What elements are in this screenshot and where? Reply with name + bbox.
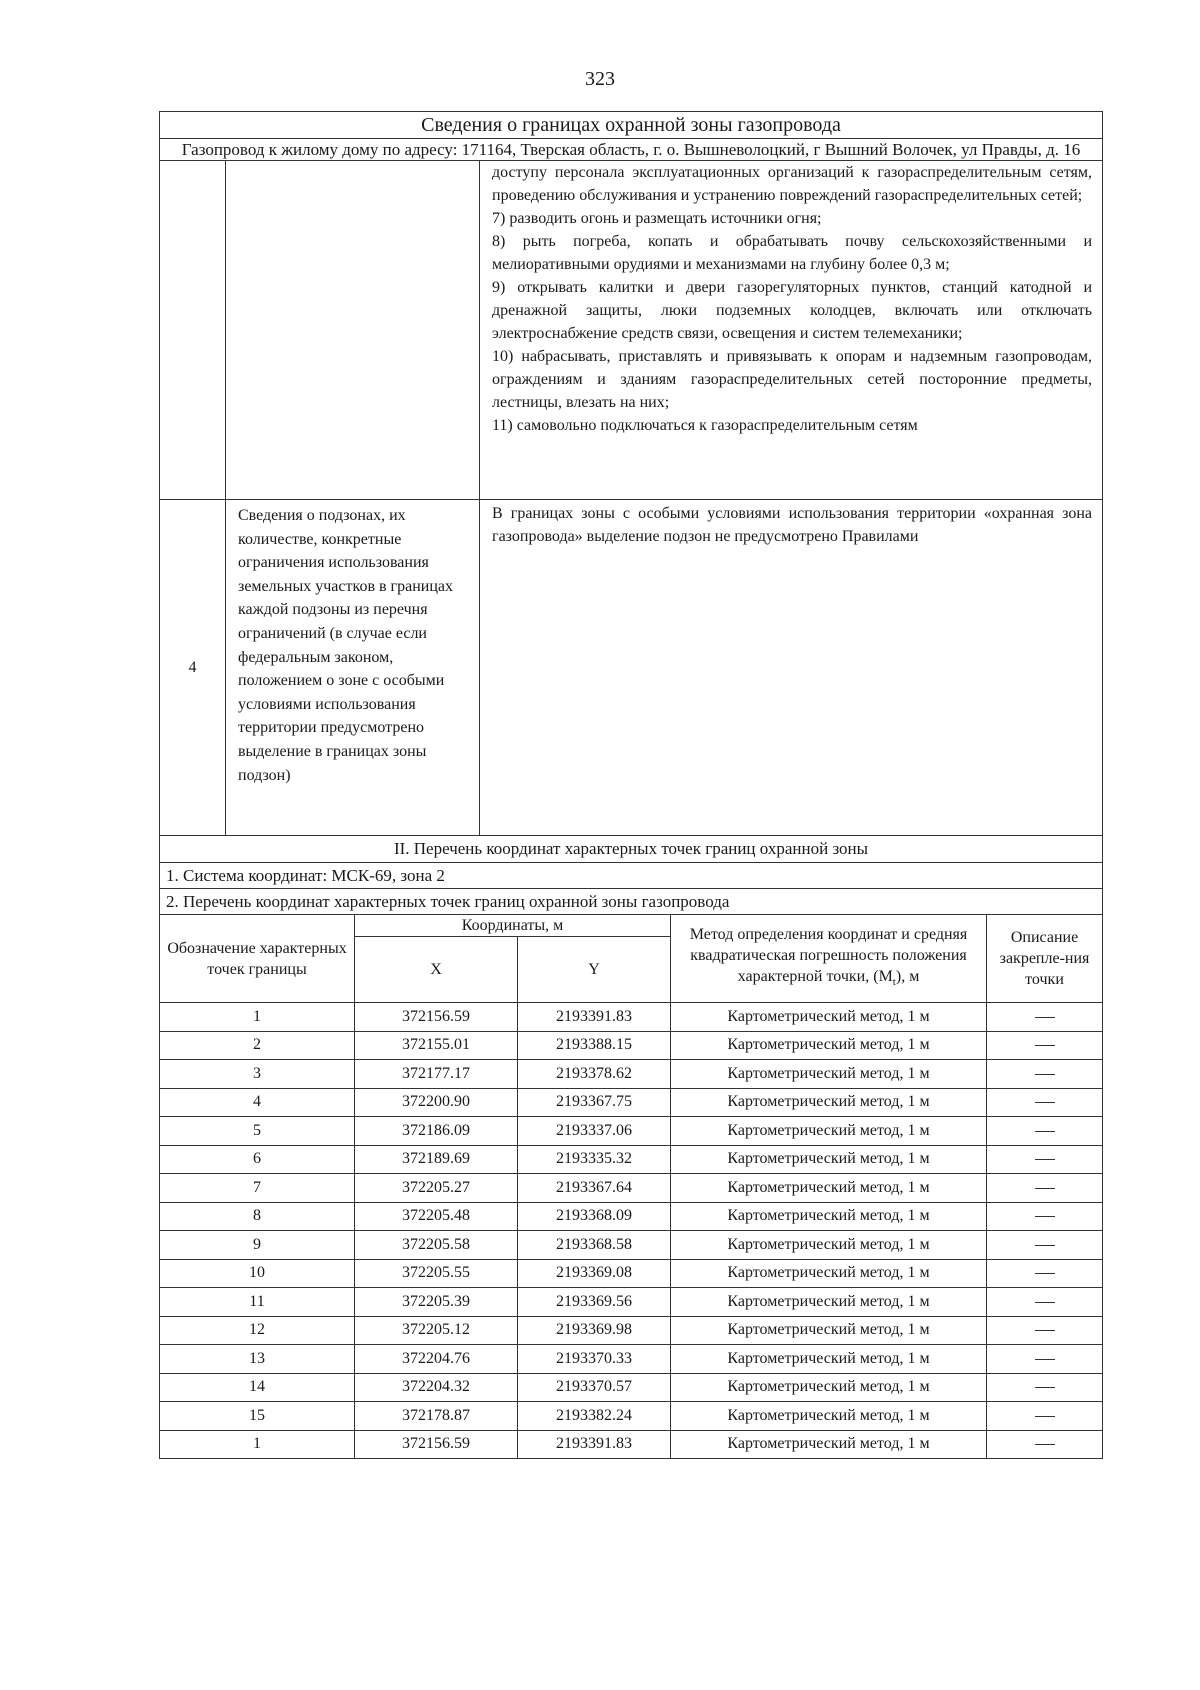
row-4-name: Сведения о подзонах, их количестве, конкретные ограничения использования земельных участков в границах каждой подзоны из перечня ограничений (в случае если федеральным законом, положением о зоне с особыми условиями использования территории предусмотрено выделение в границах зоны подзон) [226,500,480,836]
method-cell: Картометрический метод, 1 м [671,1202,987,1231]
row-4-value: В границах зоны с особыми условиями использования территории «охранная зона газопровода» выделение подзон не предусмотрено Правилами [480,500,1103,836]
header-description: Описание закрепле-ния точки [987,915,1103,1003]
method-cell: Картометрический метод, 1 м [671,1231,987,1260]
table-row [160,1088,1103,1117]
dash-mark [1035,1074,1055,1075]
method-cell: Картометрический метод, 1 м [671,1060,987,1089]
header-method-text: Метод определения координат и средняя квадратическая погрешность положения характерной точки, (M [689,925,968,985]
coord-system-row [160,863,1103,889]
method-cell: Картометрический метод, 1 м [671,1430,987,1459]
description-cell [987,1402,1103,1431]
section-2-title: II. Перечень координат характерных точек границ охранной зоны [160,836,1103,863]
header-method-subscript: t [892,976,896,989]
y-cell: 2193391.83 [518,1430,671,1459]
dash-mark [1035,1245,1055,1246]
restriction-line: 11) самовольно подключаться к газораспределительным сетям [492,417,918,434]
table-row [160,1174,1103,1203]
restriction-line: 10) набрасывать, приставлять и привязывать к опорам и надземным газопроводам, ограждениям и зданиям газораспределительных сетей посторонние предметы, лестницы, влезать на них; [492,348,1093,411]
x-cell: 372156.59 [355,1003,518,1032]
y-cell: 2193335.32 [518,1145,671,1174]
dash-mark [1035,1416,1055,1417]
x-cell: 372155.01 [355,1031,518,1060]
row-4-number: 4 [160,500,226,836]
point-cell: 10 [160,1259,355,1288]
point-cell: 9 [160,1231,355,1260]
header-coordinates: Координаты, м [355,915,671,937]
table-row [160,1060,1103,1089]
method-cell: Картометрический метод, 1 м [671,1316,987,1345]
continuation-content [480,161,1103,500]
x-cell: 372205.58 [355,1231,518,1260]
x-cell: 372205.48 [355,1202,518,1231]
table-row [160,1202,1103,1231]
dash-mark [1035,1131,1055,1132]
y-cell: 2193391.83 [518,1003,671,1032]
point-cell: 6 [160,1145,355,1174]
dash-mark [1035,1359,1055,1360]
continuation-number-cell [160,161,226,500]
table-title: Сведения о границах охранной зоны газопровода [160,112,1103,139]
method-cell: Картометрический метод, 1 м [671,1145,987,1174]
method-cell: Картометрический метод, 1 м [671,1402,987,1431]
point-cell: 15 [160,1402,355,1431]
method-cell: Картометрический метод, 1 м [671,1117,987,1146]
continuation-name-cell [226,161,480,500]
header-method-tail: ), м [895,967,920,985]
coords-header-row [160,915,1103,937]
dash-mark [1035,1273,1055,1274]
coord-system: 1. Система координат: МСК-69, зона 2 [160,863,1103,889]
y-cell: 2193369.08 [518,1259,671,1288]
y-cell: 2193367.75 [518,1088,671,1117]
method-cell: Картометрический метод, 1 м [671,1031,987,1060]
description-cell [987,1117,1103,1146]
x-cell: 372205.39 [355,1288,518,1317]
x-cell: 372204.32 [355,1373,518,1402]
x-cell: 372204.76 [355,1345,518,1374]
table-row [160,1031,1103,1060]
y-cell: 2193337.06 [518,1117,671,1146]
table-row [160,1402,1103,1431]
point-cell: 4 [160,1088,355,1117]
dash-mark [1035,1444,1055,1445]
y-cell: 2193382.24 [518,1402,671,1431]
y-cell: 2193378.62 [518,1060,671,1089]
x-cell: 372186.09 [355,1117,518,1146]
method-cell: Картометрический метод, 1 м [671,1259,987,1288]
method-cell: Картометрический метод, 1 м [671,1003,987,1032]
x-cell: 372205.55 [355,1259,518,1288]
table-row [160,1430,1103,1459]
zone-info-table [159,111,1103,915]
dash-mark [1035,1102,1055,1103]
description-cell [987,1031,1103,1060]
table-row [160,1145,1103,1174]
y-cell: 2193369.56 [518,1288,671,1317]
coord-list-title: 2. Перечень координат характерных точек границ охранной зоны газопровода [160,889,1103,915]
description-cell [987,1174,1103,1203]
y-cell: 2193367.64 [518,1174,671,1203]
dash-mark [1035,1045,1055,1046]
description-cell [987,1259,1103,1288]
title-row [160,112,1103,139]
x-cell: 372205.27 [355,1174,518,1203]
restriction-line: 8) рыть погреба, копать и обрабатывать почву сельскохозяйственными и мелиоративными орудиями и механизмами на глубину более 0,3 м; [492,233,1093,273]
dash-mark [1035,1216,1055,1217]
x-cell: 372189.69 [355,1145,518,1174]
description-cell [987,1060,1103,1089]
y-cell: 2193370.33 [518,1345,671,1374]
point-cell: 3 [160,1060,355,1089]
description-cell [987,1345,1103,1374]
x-cell: 372178.87 [355,1402,518,1431]
document-sheet [159,111,1102,1459]
dash-mark [1035,1302,1055,1303]
continuation-row [160,161,1103,500]
table-row [160,1259,1103,1288]
dash-mark [1035,1159,1055,1160]
method-cell: Картометрический метод, 1 м [671,1174,987,1203]
header-y: Y [518,937,671,1003]
x-cell: 372177.17 [355,1060,518,1089]
table-row [160,1003,1103,1032]
x-cell: 372200.90 [355,1088,518,1117]
table-row [160,1316,1103,1345]
description-cell [987,1316,1103,1345]
y-cell: 2193368.58 [518,1231,671,1260]
restriction-line: 9) открывать калитки и двери газорегуляторных пунктов, станций катодной и дренажной защиты, люки подземных колодцев, включать или отключать электроснабжение средств связи, освещения и систем телемеханики; [492,279,1093,342]
y-cell: 2193370.57 [518,1373,671,1402]
coord-list-title-row [160,889,1103,915]
description-cell [987,1003,1103,1032]
description-cell [987,1231,1103,1260]
table-subtitle: Газопровод к жилому дому по адресу: 171164, Тверская область, г. о. Вышневолоцкий, г Вышний Волочек, ул Правды, д. 16 [160,139,1103,161]
description-cell [987,1288,1103,1317]
page-number: 323 [585,68,615,90]
table-row [160,1231,1103,1260]
point-cell: 14 [160,1373,355,1402]
dash-mark [1035,1387,1055,1388]
y-cell: 2193368.09 [518,1202,671,1231]
description-cell [987,1373,1103,1402]
header-x: X [355,937,518,1003]
method-cell: Картометрический метод, 1 м [671,1288,987,1317]
x-cell: 372205.12 [355,1316,518,1345]
table-row [160,1117,1103,1146]
method-cell: Картометрический метод, 1 м [671,1373,987,1402]
description-cell [987,1202,1103,1231]
header-method [671,915,987,1003]
row-4 [160,500,1103,836]
subtitle-row [160,139,1103,161]
point-cell: 1 [160,1430,355,1459]
table-row [160,1345,1103,1374]
point-cell: 2 [160,1031,355,1060]
x-cell: 372156.59 [355,1430,518,1459]
point-cell: 7 [160,1174,355,1203]
section-2-row [160,836,1103,863]
coordinates-body [160,1003,1103,1459]
method-cell: Картометрический метод, 1 м [671,1088,987,1117]
restriction-line: доступу персонала эксплуатационных организаций к газораспределительным сетям, проведению обслуживания и устранению повреждений газораспределительных сетей; [492,164,1093,204]
description-cell [987,1088,1103,1117]
method-cell: Картометрический метод, 1 м [671,1345,987,1374]
description-cell [987,1430,1103,1459]
header-point: Обозначение характерных точек границы [160,915,355,1003]
coordinates-table [159,914,1103,1459]
point-cell: 12 [160,1316,355,1345]
restriction-line: 7) разводить огонь и размещать источники огня; [492,210,822,227]
dash-mark [1035,1188,1055,1189]
point-cell: 5 [160,1117,355,1146]
dash-mark [1035,1017,1055,1018]
point-cell: 11 [160,1288,355,1317]
point-cell: 1 [160,1003,355,1032]
y-cell: 2193369.98 [518,1316,671,1345]
point-cell: 8 [160,1202,355,1231]
point-cell: 13 [160,1345,355,1374]
dash-mark [1035,1330,1055,1331]
description-cell [987,1145,1103,1174]
y-cell: 2193388.15 [518,1031,671,1060]
table-row [160,1288,1103,1317]
table-row [160,1373,1103,1402]
